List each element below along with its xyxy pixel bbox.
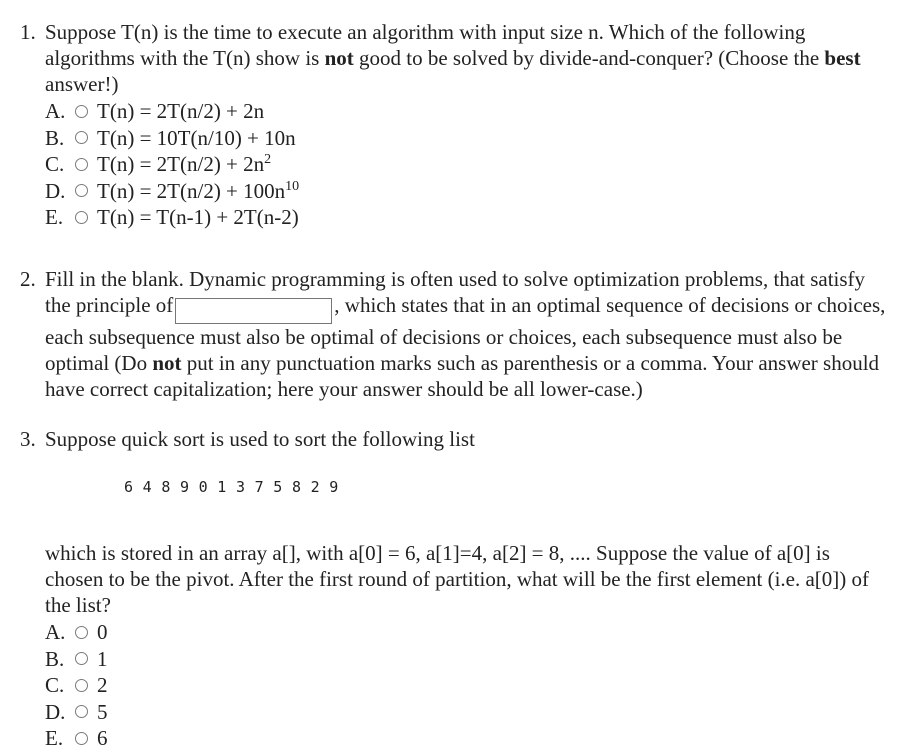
q1-option-b[interactable] xyxy=(45,125,891,152)
radio-button[interactable] xyxy=(75,158,88,171)
question-intro: Suppose quick sort is used to sort the following list xyxy=(45,427,475,451)
option-label: 2 xyxy=(97,673,108,698)
radio-button[interactable] xyxy=(75,652,88,665)
option-letter: A. xyxy=(45,620,66,645)
radio-button[interactable] xyxy=(75,211,88,224)
option-letter: B. xyxy=(45,125,65,150)
q1-option-c[interactable] xyxy=(45,151,891,178)
option-label: T(n) = 2T(n/2) + 2n xyxy=(97,99,265,124)
radio-button[interactable] xyxy=(75,131,88,144)
option-label: T(n) = T(n-1) + 2T(n-2) xyxy=(97,205,299,230)
radio-button[interactable] xyxy=(75,705,88,718)
question-text: Suppose T(n) is the time to execute an algorithm with input size n. Which of the following algorithms with the T(n) show is not good to be solved by divide-and-conquer? (Choose the best answer!) xyxy=(45,20,861,96)
question-2 xyxy=(20,266,891,402)
option-letter: D. xyxy=(45,699,66,724)
option-letter: E. xyxy=(45,726,64,751)
radio-button[interactable] xyxy=(75,105,88,118)
question-body: which is stored in an array a[], with a[0] = 6, a[1]=4, a[2] = 8, .... Suppose the value of a[0] is chosen to be the pivot. After the first round of partition, what will be the first element (i.e. a[0]) of the list? xyxy=(45,541,870,617)
question-number: 2. xyxy=(20,267,36,291)
q3-options xyxy=(45,619,891,752)
q3-option-a[interactable] xyxy=(45,619,891,646)
q3-option-c[interactable] xyxy=(45,672,891,699)
radio-button[interactable] xyxy=(75,626,88,639)
option-label: 1 xyxy=(97,646,108,671)
option-label: $T(n) = 2T(n/2) + 2n^2$ xyxy=(97,152,272,177)
option-letter: A. xyxy=(45,99,66,124)
question-number: 3. xyxy=(20,427,36,451)
question-1 xyxy=(20,19,891,231)
q3-option-d[interactable] xyxy=(45,699,891,726)
option-label: 6 xyxy=(97,726,108,751)
number-list: 6 4 8 9 0 1 3 7 5 8 2 9 xyxy=(124,478,339,496)
option-letter: C. xyxy=(45,152,65,177)
radio-button[interactable] xyxy=(75,679,88,692)
q1-options xyxy=(45,98,891,231)
radio-button[interactable] xyxy=(75,732,88,745)
question-number: 1. xyxy=(20,20,36,44)
option-letter: D. xyxy=(45,178,66,203)
option-letter: E. xyxy=(45,205,64,230)
option-label: $T(n) = 2T(n/2) + 100n^{10}$ xyxy=(97,178,300,203)
radio-button[interactable] xyxy=(75,184,88,197)
option-letter: B. xyxy=(45,646,65,671)
option-letter: C. xyxy=(45,673,65,698)
option-label: 5 xyxy=(97,699,108,724)
option-label: 0 xyxy=(97,620,108,645)
q1-option-e[interactable] xyxy=(45,204,891,231)
q1-option-a[interactable] xyxy=(45,98,891,125)
q1-option-d[interactable] xyxy=(45,178,891,205)
question-3 xyxy=(20,426,891,752)
option-label: T(n) = 10T(n/10) + 10n xyxy=(97,125,296,150)
q3-option-e[interactable] xyxy=(45,725,891,752)
question-text: Fill in the blank. Dynamic programming is often used to solve optimization problems, that satisfy the principle of , which states that in an optimal sequence of decisions or choices, each subsequence must also be optimal of decisions or choices, each subsequence must also be optimal (Do not put in any punctuation marks such as parenthesis or a comma. Your answer should have correct capitalization; here your answer should be all lower-case.) xyxy=(45,267,886,401)
fill-in-blank-input[interactable] xyxy=(175,298,332,324)
q3-option-b[interactable] xyxy=(45,646,891,673)
